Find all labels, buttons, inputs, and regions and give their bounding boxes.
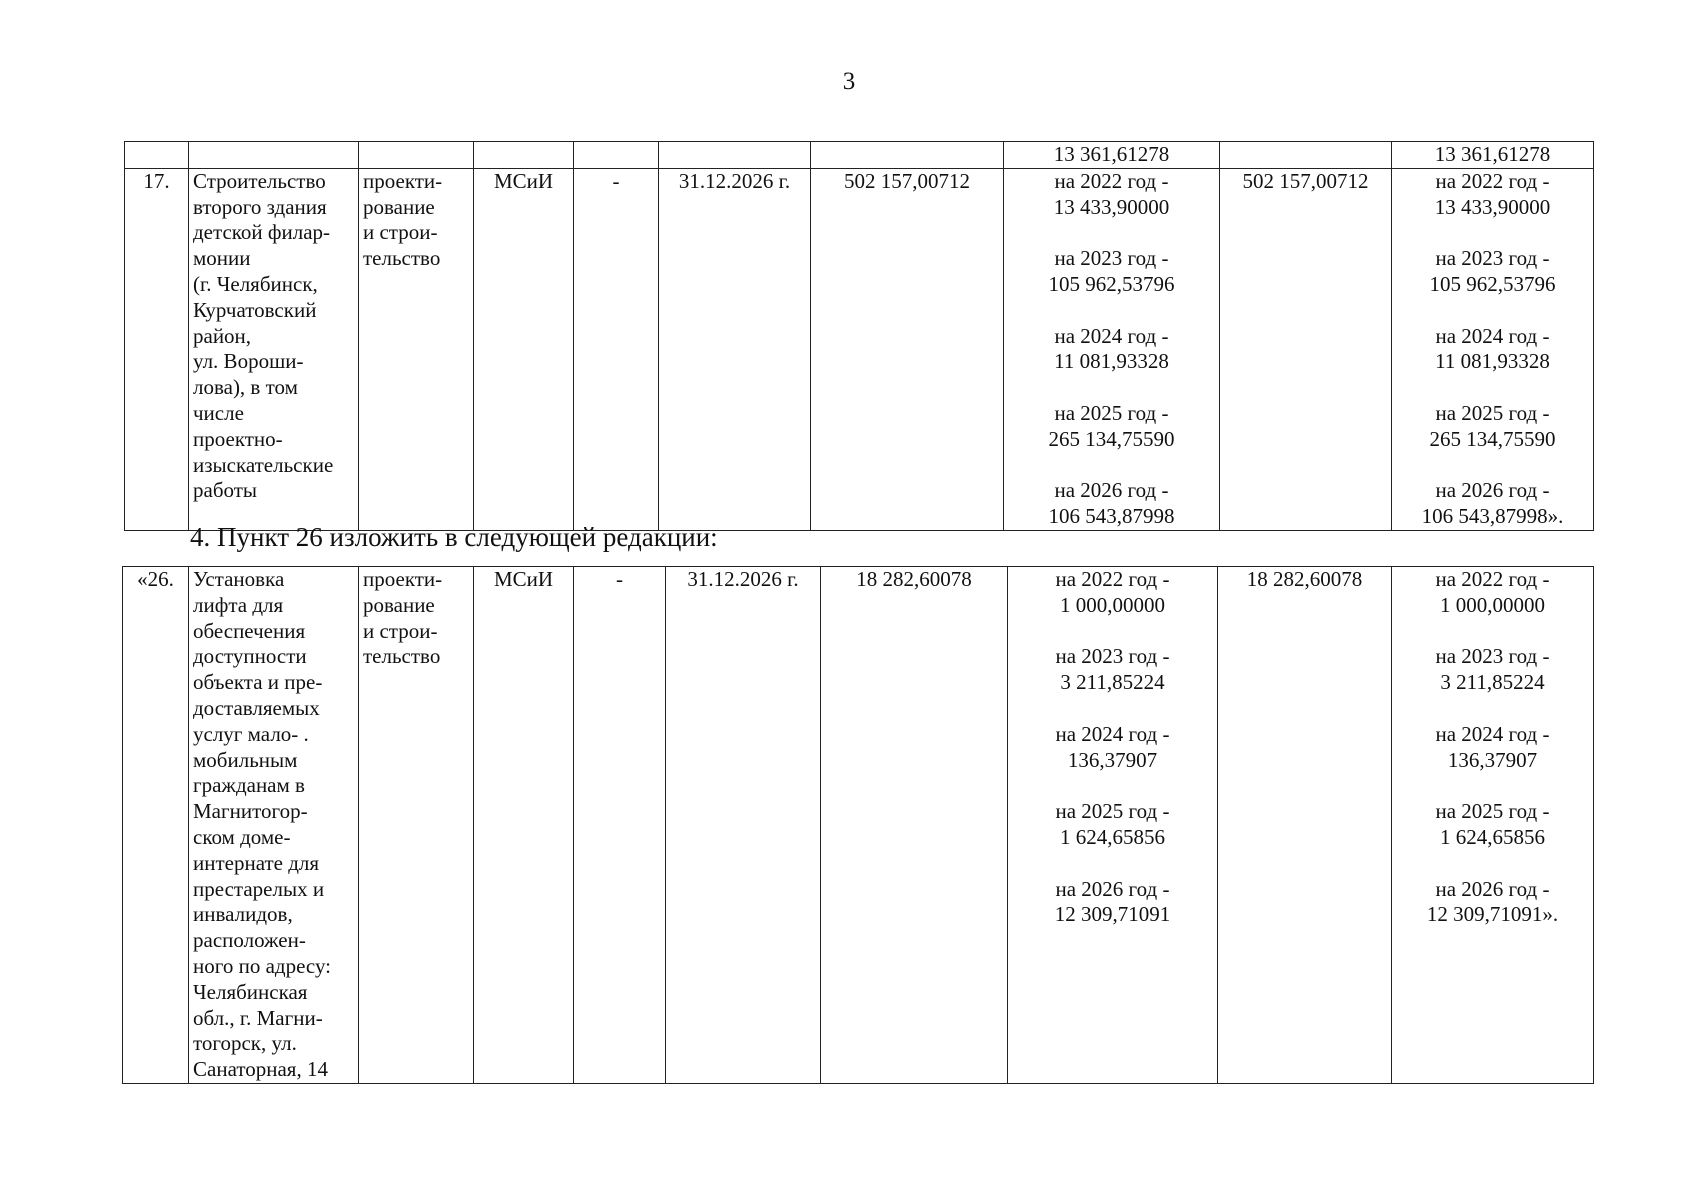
- row17-dash: -: [574, 168, 659, 530]
- row26-name-line: Челябинская: [193, 979, 308, 1004]
- prev-cell-date: [659, 142, 811, 169]
- row26-name-line: Установка: [193, 567, 285, 591]
- year-label: на 2023 год -: [1435, 246, 1550, 271]
- prev-cell-years2-value: 13 361,61278: [1392, 142, 1594, 169]
- prev-cell-agency: [474, 142, 574, 169]
- row17-type-line: и строи-: [363, 220, 438, 245]
- year-label: на 2024 год -: [1435, 721, 1550, 746]
- row17-name-line: числе: [193, 400, 244, 425]
- row17-name-line: район,: [193, 323, 252, 348]
- row26-type-line: и строи-: [363, 618, 438, 643]
- row26-name-line: объекта и пре-: [193, 670, 323, 695]
- year-label: на 2023 год -: [1435, 644, 1550, 669]
- year-label: на 2025 год -: [1055, 799, 1170, 824]
- year-value: 265 134,75590: [1429, 426, 1556, 451]
- year-label: на 2024 год -: [1054, 323, 1169, 348]
- year-label: на 2025 год -: [1435, 799, 1550, 824]
- table-item-26: [122, 566, 1594, 1084]
- year-label: на 2023 год -: [1054, 246, 1169, 271]
- year-value: 265 134,75590: [1048, 426, 1175, 451]
- row17-name-line: лова), в том: [193, 375, 298, 400]
- year-value: 105 962,53796: [1429, 271, 1556, 296]
- amendment-instruction: 4. Пункт 26 изложить в следующей редакции:: [190, 522, 718, 552]
- row26-name-line: ском доме-: [193, 824, 291, 849]
- year-value: 136,37907: [1447, 747, 1538, 772]
- row26-name-line: услуг мало- .: [193, 721, 309, 746]
- table-row-26: [123, 567, 1594, 1084]
- year-value: 1 624,65856: [1060, 824, 1165, 849]
- row17-name-line: монии: [193, 246, 251, 271]
- row26-name-line: Санаторная, 14: [193, 1057, 328, 1082]
- table-continuation: [124, 141, 1594, 531]
- row26-object-name: [189, 567, 359, 1084]
- year-value: 1 000,00000: [1440, 592, 1545, 617]
- row26-type-line: рование: [363, 592, 435, 617]
- year-value: 3 211,85224: [1060, 670, 1165, 695]
- year-label: на 2026 год -: [1435, 478, 1550, 503]
- row26-yearly-funding: [1008, 567, 1218, 1084]
- year-value: 136,37907: [1067, 747, 1158, 772]
- year-value: 1 624,65856: [1440, 824, 1545, 849]
- row26-name-line: престарелых и: [193, 876, 325, 901]
- row26-name-line: обеспечения: [193, 618, 306, 643]
- row17-type-line: рование: [363, 194, 435, 219]
- year-label: на 2022 год -: [1435, 567, 1550, 591]
- page-number: 3: [842, 68, 856, 95]
- row17-name-line: проектно-: [193, 426, 283, 451]
- row26-deadline: 31.12.2026 г.: [666, 567, 821, 1084]
- year-label: на 2022 год -: [1054, 168, 1169, 193]
- year-value: 3 211,85224: [1440, 670, 1545, 695]
- row26-name-line: Магнитогор-: [193, 799, 308, 824]
- row17-name-line: изыскательские: [193, 452, 334, 477]
- row17-name-line: детской филар-: [193, 220, 331, 245]
- year-label: на 2026 год -: [1054, 478, 1169, 503]
- row26-name-line: расположен-: [193, 928, 306, 953]
- year-label: на 2022 год -: [1055, 567, 1170, 591]
- row26-name-line: гражданам в: [193, 773, 305, 798]
- prev-cell-dash: [574, 142, 659, 169]
- row17-deadline: 31.12.2026 г.: [659, 168, 811, 530]
- prev-cell-num: [125, 142, 189, 169]
- row26-type-line: проекти-: [363, 567, 443, 591]
- prev-cell-name: [189, 142, 359, 169]
- year-label: на 2024 год -: [1055, 721, 1170, 746]
- year-label: на 2022 год -: [1435, 168, 1550, 193]
- row26-total-cost: 18 282,60078: [821, 567, 1008, 1084]
- row17-yearly-funding: [1004, 168, 1220, 530]
- row26-name-line: доставляемых: [193, 695, 320, 720]
- row26-name-line: мобильным: [193, 747, 298, 772]
- row26-name-line: обл., г. Магни-: [193, 1005, 323, 1030]
- row26-name-line: лифта для: [193, 592, 284, 617]
- row17-name-line: Строительство: [193, 168, 326, 193]
- row17-name-line: ул. Вороши-: [193, 349, 304, 374]
- row17-number: 17.: [125, 168, 189, 530]
- year-value: 1 000,00000: [1060, 592, 1165, 617]
- row17-total-cost: 502 157,00712: [811, 168, 1004, 530]
- row17-name-line: работы: [193, 478, 258, 503]
- year-label: на 2026 год -: [1435, 876, 1550, 901]
- prev-cell-total2: [1220, 142, 1392, 169]
- table-row-previous: [125, 142, 1594, 169]
- row17-total-cost-2: 502 157,00712: [1220, 168, 1392, 530]
- row26-type-line: тельство: [363, 644, 441, 669]
- year-value: 106 543,87998».: [1421, 504, 1564, 529]
- year-label: на 2025 год -: [1054, 400, 1169, 425]
- row26-name-line: ного по адресу:: [193, 953, 332, 978]
- year-value: 12 309,71091».: [1426, 902, 1559, 927]
- year-label: на 2024 год -: [1435, 323, 1550, 348]
- year-value: 11 081,93328: [1435, 349, 1550, 374]
- year-value: 11 081,93328: [1054, 349, 1169, 374]
- row17-name-line: Курчатовский: [193, 297, 317, 322]
- row17-object-name: [189, 168, 359, 530]
- year-value: 12 309,71091: [1054, 902, 1171, 927]
- year-value: 106 543,87998: [1048, 504, 1175, 529]
- row17-name-line: второго здания: [193, 194, 327, 219]
- year-value: 105 962,53796: [1048, 271, 1175, 296]
- table-row-17: [125, 168, 1594, 530]
- row26-name-line: тогорск, ул.: [193, 1031, 297, 1056]
- row26-number: «26.: [123, 567, 189, 1084]
- row26-name-line: интернате для: [193, 850, 320, 875]
- row17-type-line: проекти-: [363, 168, 443, 193]
- row17-agency: МСиИ: [474, 168, 574, 530]
- prev-cell-type: [359, 142, 474, 169]
- row17-type-line: тельство: [363, 246, 441, 271]
- year-label: на 2025 год -: [1435, 400, 1550, 425]
- row17-name-line: (г. Челябинск,: [193, 271, 318, 296]
- row26-dash: -: [574, 567, 666, 1084]
- year-label: на 2026 год -: [1055, 876, 1170, 901]
- row17-work-type: [359, 168, 474, 530]
- row26-work-type: [359, 567, 474, 1084]
- prev-cell-years-value: 13 361,61278: [1004, 142, 1220, 169]
- year-value: 13 433,90000: [1053, 194, 1170, 219]
- row26-name-line: доступности: [193, 644, 307, 669]
- row26-name-line: инвалидов,: [193, 902, 293, 927]
- row26-yearly-funding-2: [1392, 567, 1594, 1084]
- year-value: 13 433,90000: [1434, 194, 1551, 219]
- row26-agency: МСиИ: [474, 567, 574, 1084]
- year-label: на 2023 год -: [1055, 644, 1170, 669]
- prev-cell-total: [811, 142, 1004, 169]
- row26-total-cost-2: 18 282,60078: [1218, 567, 1392, 1084]
- row17-yearly-funding-2: [1392, 168, 1594, 530]
